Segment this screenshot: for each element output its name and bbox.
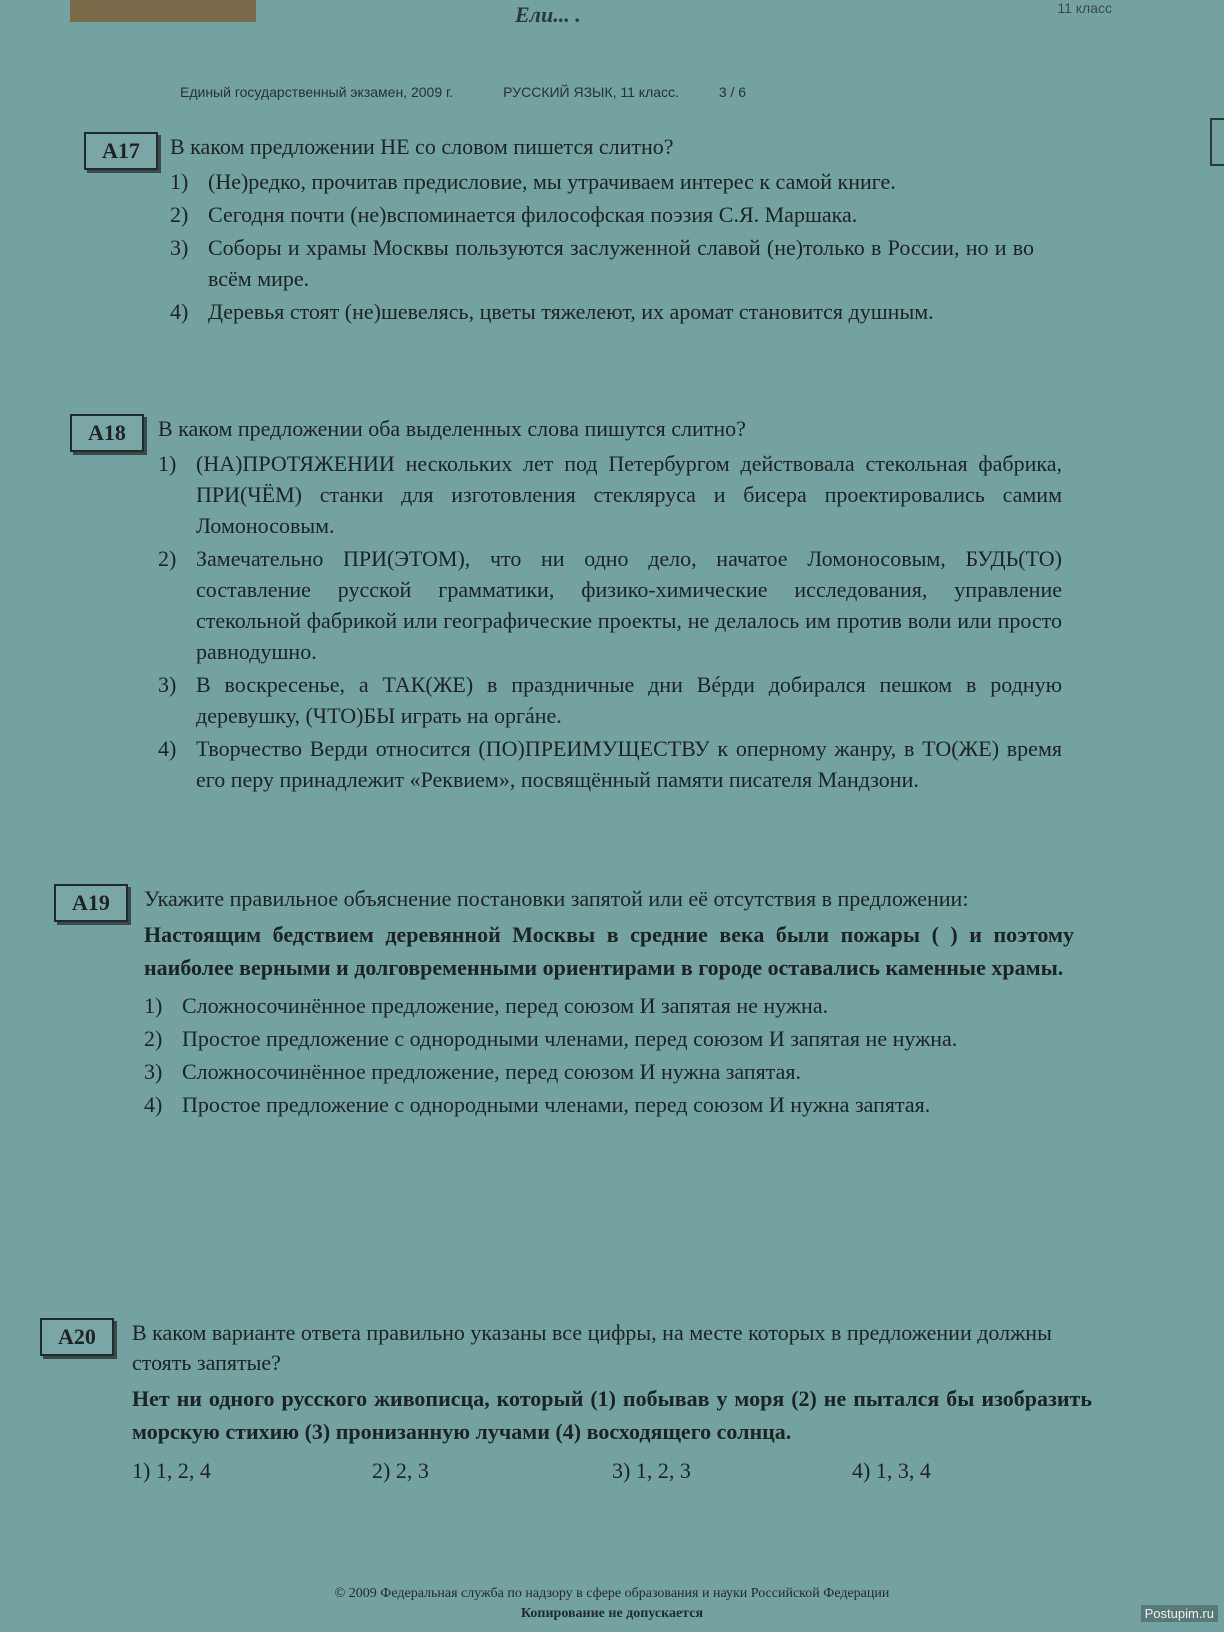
answer-option	[132, 1458, 372, 1484]
answer-row	[132, 1458, 1092, 1484]
options-list	[170, 166, 1034, 327]
option-number: 4)	[144, 1092, 163, 1117]
answer-text: 1, 3, 4	[875, 1458, 931, 1483]
option-text: Простое предложение с однородными членами, перед союзом И нужна запятая.	[182, 1092, 931, 1117]
option-item	[144, 1089, 1074, 1120]
question-sentence: Нет ни одного русского живописца, который (1) побывав у моря (2) не пытался бы изобразить морскую стихию (3) пронизанную лучами (4) восходящего солнца.	[132, 1386, 1092, 1444]
option-text: Творчество Верди относится (ПО)ПРЕИМУЩЕСТВУ к оперному жанру, в ТО(ЖЕ) время его перу принадлежит «Реквием», посвящённый памяти писателя Мандзони.	[196, 736, 1062, 792]
question-label: A18	[70, 414, 144, 452]
option-item	[170, 232, 1034, 294]
option-number: 3)	[170, 235, 189, 260]
page-number: 3 / 6	[718, 84, 747, 100]
answer-number: 3)	[612, 1458, 631, 1483]
question-sentence: Настоящим бедствием деревянной Москвы в средние века были пожары ( ) и поэтому наиболее верными и долговременными ориентирами в городе оставались каменные храмы.	[144, 922, 1074, 980]
option-text: Сегодня почти (не)вспоминается философская поэзия С.Я. Маршака.	[208, 202, 858, 227]
option-number: 3)	[144, 1059, 163, 1084]
answer-number: 1)	[132, 1458, 151, 1483]
option-number: 1)	[144, 993, 163, 1018]
option-number: 4)	[170, 299, 189, 324]
option-item	[170, 199, 1034, 230]
answer-option	[372, 1458, 612, 1484]
option-item	[144, 990, 1074, 1021]
question-body	[144, 884, 1074, 1122]
option-number: 1)	[158, 451, 177, 476]
copy-notice: Копирование не допускается	[520, 1606, 704, 1621]
question-label: A20	[40, 1318, 114, 1356]
answer-text: 1, 2, 4	[155, 1458, 211, 1483]
top-fold-shadow	[70, 0, 256, 22]
answer-number: 4)	[852, 1458, 871, 1483]
answer-text: 1, 2, 3	[635, 1458, 691, 1483]
question-body	[132, 1318, 1092, 1484]
option-number: 2)	[170, 202, 189, 227]
question-prompt: В каком предложении оба выделенных слова пишутся слитно?	[158, 416, 746, 441]
page-header	[180, 84, 746, 100]
option-item	[158, 733, 1062, 795]
option-text: Сложносочинённое предложение, перед союзом И нужна запятая.	[182, 1059, 802, 1084]
watermark: Postupim.ru	[1141, 1605, 1218, 1622]
option-item	[170, 166, 1034, 197]
option-text: (Не)редко, прочитав предисловие, мы утрачиваем интерес к самой книге.	[208, 169, 896, 194]
option-text: Соборы и храмы Москвы пользуются заслуженной славой (не)только в России, но и во всём мире.	[208, 235, 1034, 291]
top-scrawl: Ели... .	[515, 2, 581, 27]
option-item	[170, 296, 1034, 327]
option-text: Сложносочинённое предложение, перед союзом И запятая не нужна.	[182, 993, 829, 1018]
option-text: Простое предложение с однородными членами, перед союзом И запятая не нужна.	[182, 1026, 958, 1051]
question-prompt: В каком варианте ответа правильно указаны все цифры, на месте которых в предложении должны стоять запятые?	[132, 1320, 1052, 1375]
option-number: 1)	[170, 169, 189, 194]
copyright-line: © 2009 Федеральная служба по надзору в сфере образования и науки Российской Федерации	[334, 1586, 890, 1601]
question-prompt: В каком предложении НЕ со словом пишется слитно?	[170, 134, 674, 159]
option-item	[158, 669, 1062, 731]
exam-title: Единый государственный экзамен, 2009 г.	[180, 84, 454, 100]
option-item	[158, 448, 1062, 541]
question-prompt: Укажите правильное объяснение постановки запятой или её отсутствия в предложении:	[144, 886, 969, 911]
answer-option	[852, 1458, 1092, 1484]
option-number: 3)	[158, 672, 177, 697]
top-corner-text: 11 класс	[1057, 0, 1112, 16]
option-item	[144, 1023, 1074, 1054]
option-text: В воскресенье, а ТАК(ЖЕ) в праздничные дни Вéрди добирался пешком в родную деревушку, (ЧТО)БЫ играть на оргáне.	[196, 672, 1062, 728]
option-number: 4)	[158, 736, 177, 761]
answer-number: 2)	[372, 1458, 391, 1483]
question-label: A17	[84, 132, 158, 170]
question-body	[158, 414, 1062, 797]
option-number: 2)	[158, 546, 177, 571]
option-text: (НА)ПРОТЯЖЕНИИ нескольких лет под Петербургом действовала стекольная фабрика, ПРИ(ЧЁМ) станки для изготовления стекляруса и бисера проектировались самим Ломоносовым.	[196, 451, 1062, 538]
option-text: Деревья стоят (не)шевелясь, цветы тяжелеют, их аромат становится душным.	[208, 299, 934, 324]
side-mark	[1210, 118, 1224, 166]
answer-option	[612, 1458, 852, 1484]
option-text: Замечательно ПРИ(ЭТОМ), что ни одно дело, начатое Ломоносовым, БУДЬ(ТО) составление русской грамматики, физико-химические исследования, управление стекольной фабрикой или географические проекты, не делалось им против воли или просто равнодушно.	[196, 546, 1062, 664]
options-list	[158, 448, 1062, 795]
options-list	[144, 990, 1074, 1120]
option-number: 2)	[144, 1026, 163, 1051]
subject-title: РУССКИЙ ЯЗЫК, 11 класс.	[503, 84, 679, 100]
option-item	[158, 543, 1062, 667]
question-label: A19	[54, 884, 128, 922]
page-footer	[0, 1584, 1224, 1624]
option-item	[144, 1056, 1074, 1087]
answer-text: 2, 3	[395, 1458, 429, 1483]
question-body	[170, 132, 1034, 329]
